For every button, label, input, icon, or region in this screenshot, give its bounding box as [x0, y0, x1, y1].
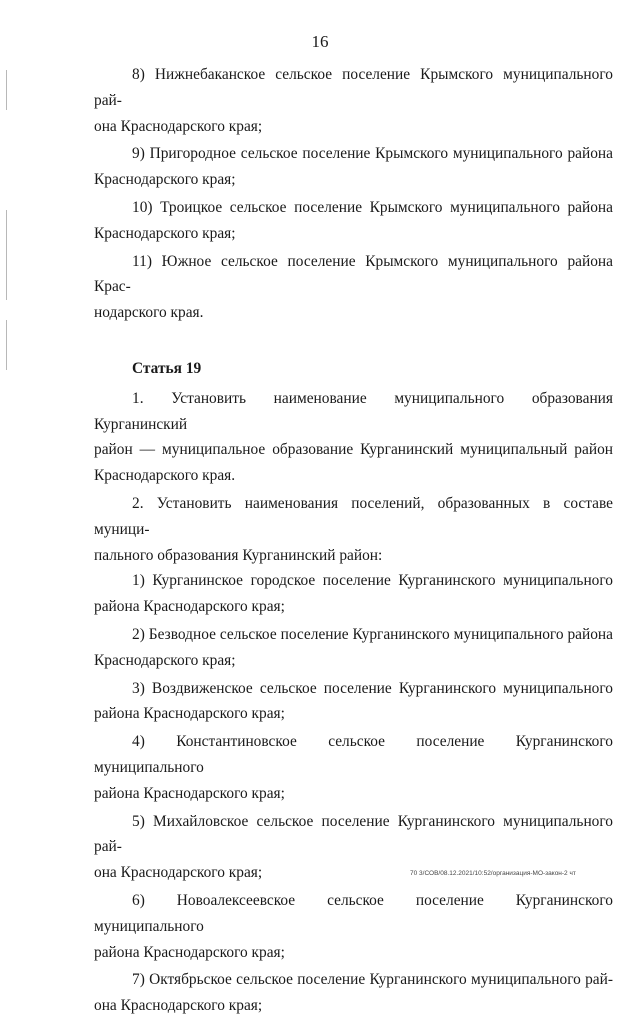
paragraph-line: Краснодарского края. [94, 467, 236, 485]
paragraph-line: 2. Установить наименования поселений, образованных в составе муници- [94, 494, 613, 538]
list-item [94, 676, 613, 728]
document-body [94, 62, 613, 1021]
list-item [94, 967, 613, 1019]
list-item [94, 622, 613, 674]
list-item [94, 729, 613, 806]
settlement-list-krymsky [94, 62, 613, 326]
paragraph-line: 1. Установить наименование муниципального образования Курганинский [94, 389, 613, 433]
list-item-line: района Краснодарского края; [94, 705, 285, 723]
list-item-line: она Краснодарского края; [94, 864, 263, 882]
list-item [94, 249, 613, 326]
article-paragraph-1 [94, 386, 613, 489]
scan-margin-marks [4, 70, 10, 370]
list-item [94, 62, 613, 139]
list-item-line: 7) Октябрьское сельское поселение Курганинского муниципального рай- [132, 971, 613, 989]
list-item [94, 568, 613, 620]
list-item-line: 3) Воздвиженское сельское поселение Курганинского муниципального [132, 679, 613, 697]
paragraph-line: район — муниципальное образование Курганинский муниципальный район [94, 441, 613, 459]
list-item-line: она Краснодарского края; [94, 117, 263, 135]
list-item-line: 10) Троицкое сельское поселение Крымского муниципального района [132, 198, 613, 216]
list-item-line: 8) Нижнебаканское сельское поселение Крымского муниципального рай- [94, 66, 613, 109]
list-item-line: 5) Михайловское сельское поселение Курганинского муниципального рай- [94, 812, 613, 856]
list-item-line: Краснодарского края; [94, 651, 236, 669]
list-item [94, 888, 613, 965]
list-item-line: 2) Безводное сельское поселение Курганинского муниципального района [132, 625, 613, 643]
list-item-line: 4) Константиновское сельское поселение Курганинского муниципального [94, 733, 613, 776]
list-item-line: района Краснодарского края; [94, 943, 285, 961]
list-item-line: 9) Пригородное сельское поселение Крымского муниципального района [132, 145, 613, 163]
list-item-line: 6) Новоалексеевское сельское поселение Курганинского муниципального [94, 891, 613, 935]
list-item-line: 1) Курганинское городское поселение Курганинского муниципального [132, 572, 613, 590]
list-item [94, 141, 613, 193]
document-footer-code: 70 3/СОВ/08.12.2021/10:52/организация-МО-закон-2 чт [410, 870, 576, 877]
settlement-list-kurganinsky [94, 568, 613, 1019]
list-item-line: она Краснодарского края; [94, 997, 263, 1015]
page-number: 16 [311, 32, 329, 51]
list-item-line: района Краснодарского края; [94, 784, 285, 802]
list-item-line: Краснодарского края; [94, 171, 236, 189]
list-item-line: Краснодарского края; [94, 224, 236, 242]
list-item [94, 195, 613, 247]
list-item-line: района Краснодарского края; [94, 598, 285, 616]
list-item-line: 11) Южное сельское поселение Крымского муниципального района Крас- [94, 252, 613, 296]
article-heading: Статья 19 [132, 359, 202, 377]
article-paragraph-2 [94, 491, 613, 568]
list-item-line: нодарского края. [94, 304, 204, 322]
paragraph-line: пального образования Курганинский район: [94, 546, 383, 564]
